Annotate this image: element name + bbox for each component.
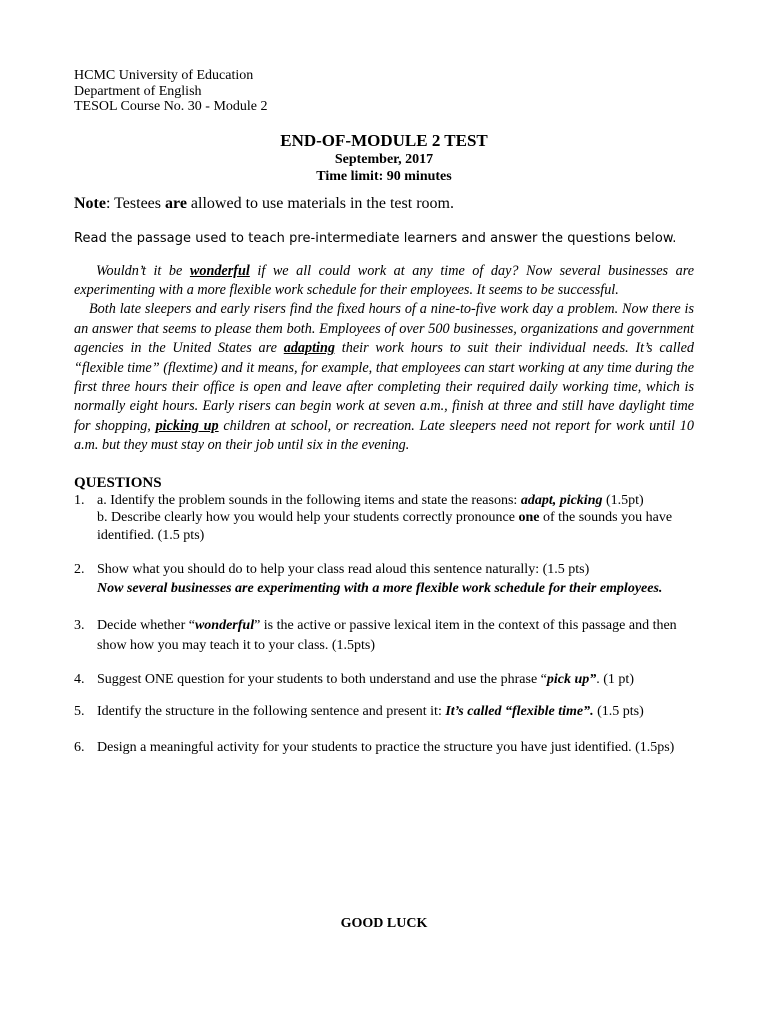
passage-paragraph-2: Both late sleepers and early risers find the fixed hours of a nine-to-five work day a problem. Now there is an answer that seems to please them both. Employees of over 500 businesses, organizations and government agencies in the United States are adapting their work hours to suit their individual needs. It’s called “flexible time” (flextime) and it means, for example, that employees can start working at any time during the first three hours their office is open and leave after completing their required daily working time, which is normally eight hours. Early risers can begin work at seven a.m., finish at three and still have daylight time for shopping, picking up children at school, or recreation. Late sleepers need not report for work until 10 a.m. but they must stay on their job until six in the evening. [74, 301, 694, 454]
underlined-word-wonderful: wonderful [189, 262, 250, 279]
document-page [74, 68, 694, 756]
header-block [74, 68, 694, 115]
test-title: END-OF-MODULE 2 TEST [280, 130, 488, 150]
question-6: 6. Design a meaningful activity for your students to practice the structure you have just identified. (1.5ps) [74, 739, 675, 755]
question-number: 5. [74, 703, 85, 719]
good-luck-footer: GOOD LUCK [340, 916, 428, 931]
question-1a: a. Identify the problem sounds in the following items and state the reasons: adapt, picking (1.5pt) [97, 492, 644, 508]
university-name: HCMC University of Education [74, 68, 254, 83]
title-block [74, 131, 694, 185]
question-4: 4. Suggest ONE question for your students to both understand and use the phrase “pick up”. (1 pt) [74, 672, 634, 688]
instruction-text: Read the passage used to teach pre-intermediate learners and answer the questions below. [74, 230, 677, 246]
underlined-phrase-picking-up: picking up [155, 417, 219, 434]
question-1b: b. Describe clearly how you would help your students correctly pronounce one of the sounds you have identified. (1.5 pts) [97, 510, 673, 543]
course-name: TESOL Course No. 30 - Module 2 [74, 99, 268, 114]
underlined-word-adapting: adapting [283, 340, 335, 357]
question-3: 3. Decide whether “wonderful” is the active or passive lexical item in the context of this passage and then show how you may teach it to your class. (1.5pts) [74, 616, 694, 655]
question-number: 1. [74, 492, 85, 508]
question-2-sentence: Now several businesses are experimenting with a more flexible work schedule for their employees. [97, 580, 663, 596]
department-name: Department of English [74, 83, 202, 99]
question-2: 2. Show what you should do to help your class read aloud this sentence naturally: (1.5 pts) Now several businesses are experimenting with a more flexible work schedule for their employees. [74, 561, 694, 598]
question-5: 5. Identify the structure in the following sentence and present it: It’s called “flexible time”. (1.5 pts) [74, 702, 694, 722]
passage-paragraph-1: Wouldn’t it be wonderful if we all could work at any time of day? Now several businesses are experimenting with a more flexible work schedule for their employees. It seems to be successful. [74, 262, 695, 298]
question-1 [74, 492, 694, 545]
note-line: Note: Testees are allowed to use materials in the test room. [74, 194, 454, 212]
question-number: 6. [74, 739, 85, 755]
question-list [74, 492, 694, 757]
reading-passage [74, 262, 694, 456]
time-limit: Time limit: 90 minutes [316, 168, 452, 184]
question-number: 2. [74, 562, 85, 578]
note-label: Note [74, 194, 106, 212]
question-number: 4. [74, 672, 85, 688]
test-date: September, 2017 [334, 151, 434, 167]
question-number: 3. [74, 618, 85, 634]
questions-heading: QUESTIONS [74, 474, 162, 491]
